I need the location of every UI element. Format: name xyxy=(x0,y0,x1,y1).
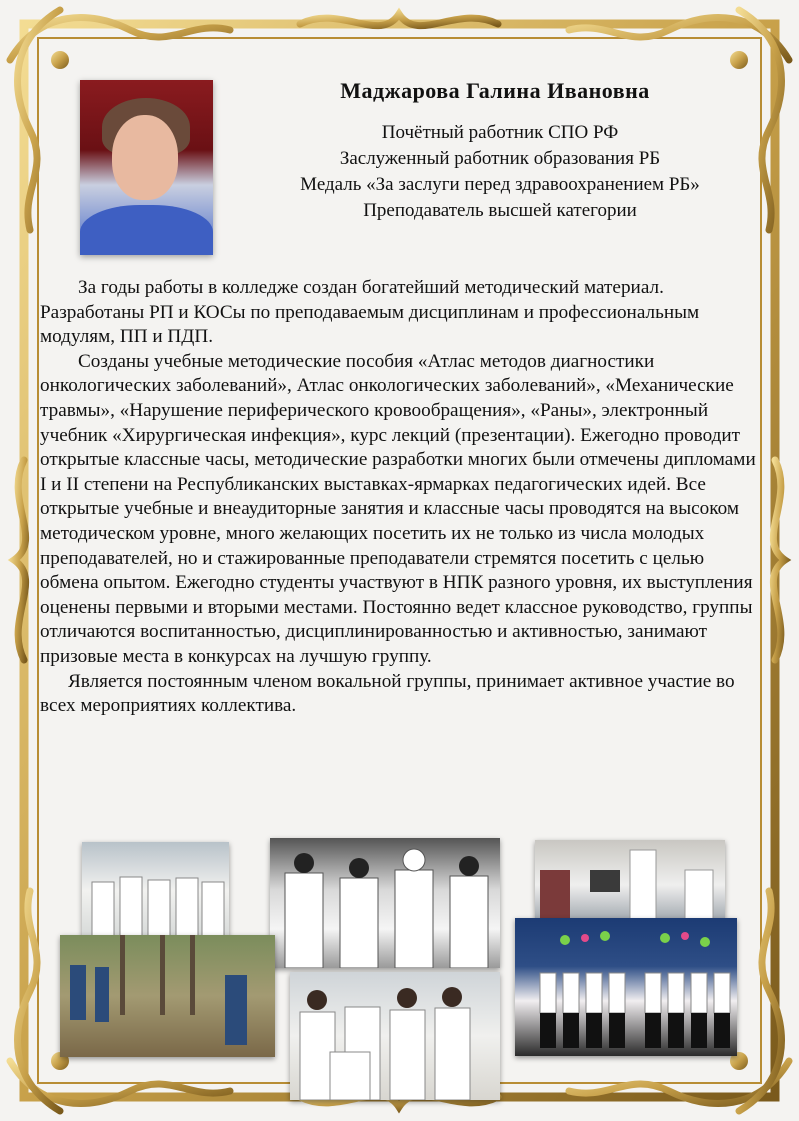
photo-medical-staff xyxy=(290,972,500,1100)
portrait-face xyxy=(112,115,178,200)
title-line: Преподаватель высшей категории xyxy=(363,200,637,221)
photo-vocal-group-stage xyxy=(515,918,737,1056)
photo-students-class xyxy=(82,842,229,950)
title-line: Почётный работник СПО РФ xyxy=(381,122,619,143)
paragraph-methodical-material: За годы работы в колледже создан богатейший методический материал. Разработаны РП и КОСы по преподаваемым дисциплинам и профессиональным модулям, ПП и ПДП. xyxy=(40,277,700,348)
photo-archive-black-white xyxy=(270,838,500,968)
title-line: Медаль «За заслуги перед здравоохранением РБ» xyxy=(300,174,700,195)
photo-outdoor-work xyxy=(60,935,275,1057)
title-line: Заслуженный работник образования РБ xyxy=(339,148,661,169)
photo-classroom xyxy=(535,840,725,922)
portrait-body xyxy=(80,205,213,255)
paragraph-teaching-aids: Созданы учебные методические пособия «Атлас методов диагностики онкологических заболеваний», Атлас онкологических заболеваний», «Механические травмы», «Нарушение периферического кровообращения», «Раны», электронный учебник «Хирургическая инфекция», курс лекций (презентации). Ежегодно проводит открытые классные часы, методические разработки многих были отмечены дипломами I и II степени на Республиканских выставках-ярмарках педагогических идей. Все открытые учебные и внеаудиторные занятия и классные часы проводятся на высоком методическом уровне, много желающих посетить их не только из числа молодых преподавателей, но и стажированные преподаватели стремятся посетить с целью обмена опытом. Ежегодно студенты участвуют в НПК разного уровня, их выступления оценены первыми и вторыми местами. Постоянно ведет классное руководство, группы отличаются воспитанностью, дисциплинированностью и активностью, занимают призовые места в конкурсах на лучшую группу. xyxy=(40,350,756,667)
biography-text xyxy=(40,276,765,719)
honorary-titles xyxy=(245,120,755,224)
person-name: Маджарова Галина Ивановна xyxy=(340,78,650,103)
paragraph-vocal-group: Является постоянным членом вокальной группы, принимает активное участие во всех мероприятиях коллектива. xyxy=(40,670,735,717)
portrait-photo xyxy=(80,80,213,255)
